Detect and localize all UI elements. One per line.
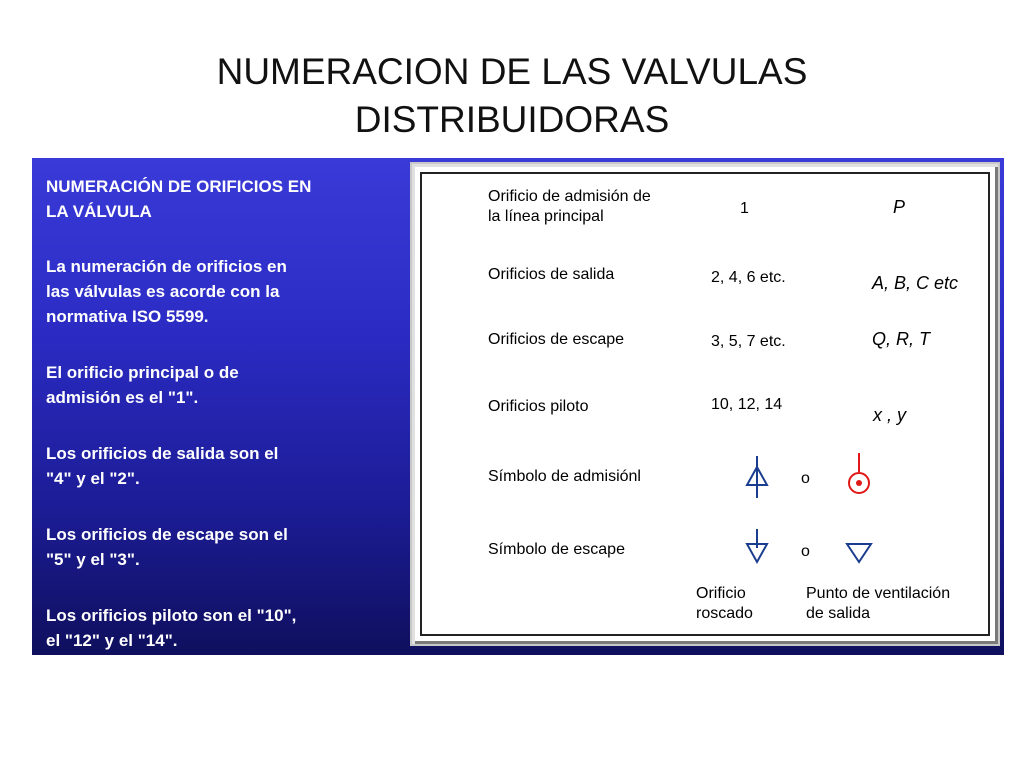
row-admission-symbol-label: Símbolo de admisiónl [488,468,641,485]
left-paragraph-iso: La numeración de orificios en las válvulas es acorde con la normativa ISO 5599. [46,257,287,326]
left-paragraph-admission: El orificio principal o de admisión es el "1". [46,363,239,407]
title-line-2: DISTRIBUIDORAS [354,99,670,140]
left-paragraph-pilot: Los orificios piloto son el "10", el "12" y el "14". [46,606,297,650]
slide-title [0,48,1024,144]
threaded-admission-port-icon [740,455,774,499]
row-pilot-letters: x , y [873,405,907,425]
row-exhaust-letters: Q, R, T [872,329,930,349]
threaded-exhaust-port-icon [740,528,774,568]
admission-vent-point-icon [844,452,874,498]
row-exhaust-symbol-label: Símbolo de escape [488,541,625,558]
title-line-1: NUMERACION DE LAS VALVULAS [216,51,808,92]
row-admission-letter: P [893,197,906,217]
row-output-letters: A, B, C etc [872,273,959,293]
row-output-label: Orificios de salida [488,266,615,283]
caption-exhaust-vent: Punto de ventilación de salida [806,585,951,622]
exhaust-vent-point-icon [844,540,874,566]
row-admission-number: 1 [740,200,749,217]
row-exhaust-label: Orificios de escape [488,331,625,348]
row-exhaust-numbers: 3, 5, 7 etc. [711,333,786,350]
row-output-numbers: 2, 4, 6 etc. [711,269,786,286]
row-pilot-label: Orificios piloto [488,398,589,415]
left-paragraph-exhaust: Los orificios de escape son el "5" y el "3". [46,525,288,569]
row-admission-label: Orificio de admisión de la línea principal [488,188,651,225]
row-admission-symbol-or: o [801,470,810,487]
caption-threaded-port: Orificio roscado [696,585,753,622]
left-heading: NUMERACIÓN DE ORIFICIOS EN LA VÁLVULA [46,177,312,221]
row-exhaust-symbol-or: o [801,543,810,560]
row-pilot-numbers: 10, 12, 14 [711,396,783,413]
left-paragraph-outputs: Los orificios de salida son el "4" y el "2". [46,444,279,488]
